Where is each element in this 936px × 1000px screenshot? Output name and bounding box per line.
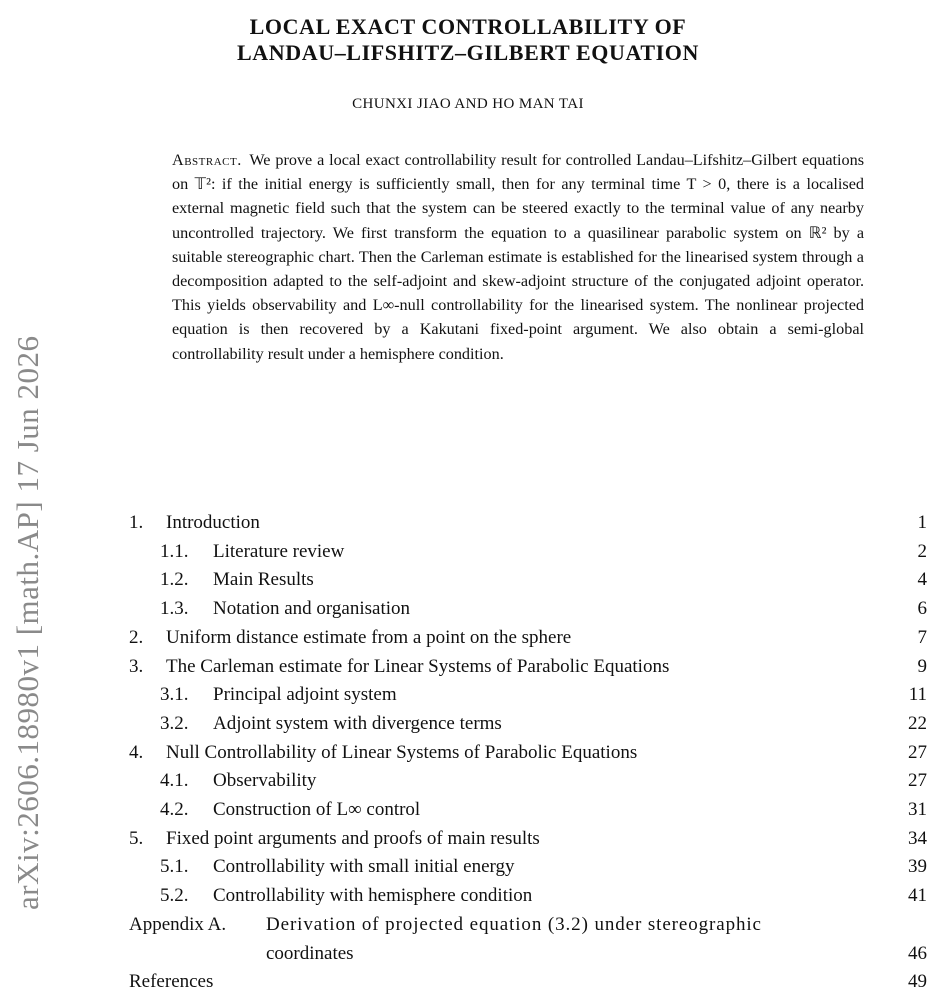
toc-entry-number: 1.1. xyxy=(160,540,189,562)
toc-entry-title: Derivation of projected equation (3.2) under stereographic xyxy=(266,913,762,935)
toc-entry-page: 2 xyxy=(917,540,927,562)
toc-entry-page: 22 xyxy=(908,712,927,734)
toc-entry[interactable] xyxy=(0,538,936,566)
toc-entry-title: Notation and organisation xyxy=(213,598,411,620)
toc-entry-number: 4.1. xyxy=(160,770,189,792)
toc-entry-page: 34 xyxy=(908,827,927,849)
toc-entry-page: 39 xyxy=(908,856,927,878)
toc-entry-number: 5. xyxy=(129,827,144,849)
title-line-2: LANDAU–LIFSHITZ–GILBERT EQUATION xyxy=(237,40,699,65)
toc-entry-title: Introduction xyxy=(166,512,260,533)
toc-entry-page: 7 xyxy=(917,626,927,648)
toc-entry-page: 41 xyxy=(908,885,927,907)
toc-entry-title: Construction of L∞ control xyxy=(213,799,421,820)
toc-entry[interactable] xyxy=(0,968,936,996)
toc-entry-title: Literature review xyxy=(213,540,345,562)
toc-entry-page: 9 xyxy=(917,655,927,677)
toc-entry-page: 4 xyxy=(917,569,927,591)
toc-entry-number: 3. xyxy=(129,655,144,677)
paper-title xyxy=(0,14,936,66)
toc-entry-number: Appendix A. xyxy=(129,913,227,935)
toc-entry[interactable] xyxy=(0,825,936,853)
toc-entry[interactable] xyxy=(0,595,936,623)
toc-entry-page: 31 xyxy=(908,799,927,820)
toc-entry-title: Controllability with small initial energy xyxy=(213,856,515,878)
toc-entry[interactable] xyxy=(0,796,936,824)
toc-entry-number: 4.2. xyxy=(160,799,189,820)
toc-entry[interactable] xyxy=(0,739,936,767)
title-line-1: LOCAL EXACT CONTROLLABILITY OF xyxy=(249,14,687,39)
toc-entry-page: 27 xyxy=(908,741,927,763)
toc-entry-title: Null Controllability of Linear Systems of Parabolic Equations xyxy=(166,741,638,763)
abstract xyxy=(172,148,864,366)
toc-entry[interactable] xyxy=(0,710,936,738)
toc-entry-page: 6 xyxy=(917,598,927,620)
toc-entry-title: Observability xyxy=(213,770,317,792)
toc-entry-number: 1.2. xyxy=(160,569,189,591)
abstract-text: We prove a local exact controllability result for controlled Landau–Lifshitz–Gilbert equations on 𝕋²: if the initial energy is sufficiently small, then for any terminal time T > 0, there is a localised external magnetic field such that the system can be steered exactly to the terminal value of any nearby uncontrolled trajectory. We first transform the equation to a quasilinear parabolic system on ℝ² by a suitable stereographic chart. Then the Carleman estimate is established for the linearised system through a decomposition adapted to the self-adjoint and skew-adjoint structure of the conjugated adjoint operator. This yields observability and L∞-null controllability for the linearised system. The nonlinear projected equation is then recovered by a Kakutani fixed-point argument. We also obtain a semi-global controllability result under a hemisphere condition. xyxy=(172,151,864,363)
toc-entry-title: Controllability with hemisphere condition xyxy=(213,885,533,907)
toc-entry[interactable] xyxy=(0,911,936,939)
toc-entry[interactable] xyxy=(0,653,936,681)
toc-entry-number: 5.2. xyxy=(160,885,189,907)
toc-entry-title: Fixed point arguments and proofs of main results xyxy=(166,827,540,849)
toc-entry[interactable] xyxy=(0,624,936,652)
toc-entry-page: 46 xyxy=(908,942,927,964)
toc-entry-page: 11 xyxy=(908,684,927,706)
toc-entry[interactable] xyxy=(0,767,936,795)
toc-entry-page: 1 xyxy=(917,512,927,533)
abstract-label: Abstract. xyxy=(172,151,242,169)
toc-entry-page: 27 xyxy=(908,770,927,792)
toc-entry[interactable] xyxy=(0,940,936,968)
toc-entry-title: Adjoint system with divergence terms xyxy=(213,712,502,734)
arxiv-identifier-stamp: arXiv:2606.18980v1 [math.AP] 17 Jun 2026 xyxy=(10,335,45,910)
toc-entry-number: 3.2. xyxy=(160,712,189,734)
toc-entry[interactable] xyxy=(0,566,936,594)
toc-entry-number: References xyxy=(129,971,214,993)
toc-entry-number: 3.1. xyxy=(160,684,189,706)
toc-entry[interactable] xyxy=(0,853,936,881)
toc-entry[interactable] xyxy=(0,681,936,709)
toc-entry-title: The Carleman estimate for Linear Systems of Parabolic Equations xyxy=(166,655,670,677)
toc-entry-number: 2. xyxy=(129,626,144,648)
toc-entry[interactable] xyxy=(0,882,936,910)
toc-entry-number: 4. xyxy=(129,741,144,763)
toc-entry-title: Principal adjoint system xyxy=(213,684,397,706)
toc-entry-number: 1. xyxy=(129,512,144,533)
authors: CHUNXI JIAO AND HO MAN TAI xyxy=(352,96,584,112)
toc-entry-title: coordinates xyxy=(266,942,354,964)
toc-entry-title: Uniform distance estimate from a point on the sphere xyxy=(166,626,572,648)
toc-entry-title: Main Results xyxy=(213,569,314,591)
toc-entry-number: 5.1. xyxy=(160,856,189,878)
toc-entry-page: 49 xyxy=(908,971,927,993)
toc-entry[interactable] xyxy=(0,509,936,537)
toc-entry-number: 1.3. xyxy=(160,598,189,620)
